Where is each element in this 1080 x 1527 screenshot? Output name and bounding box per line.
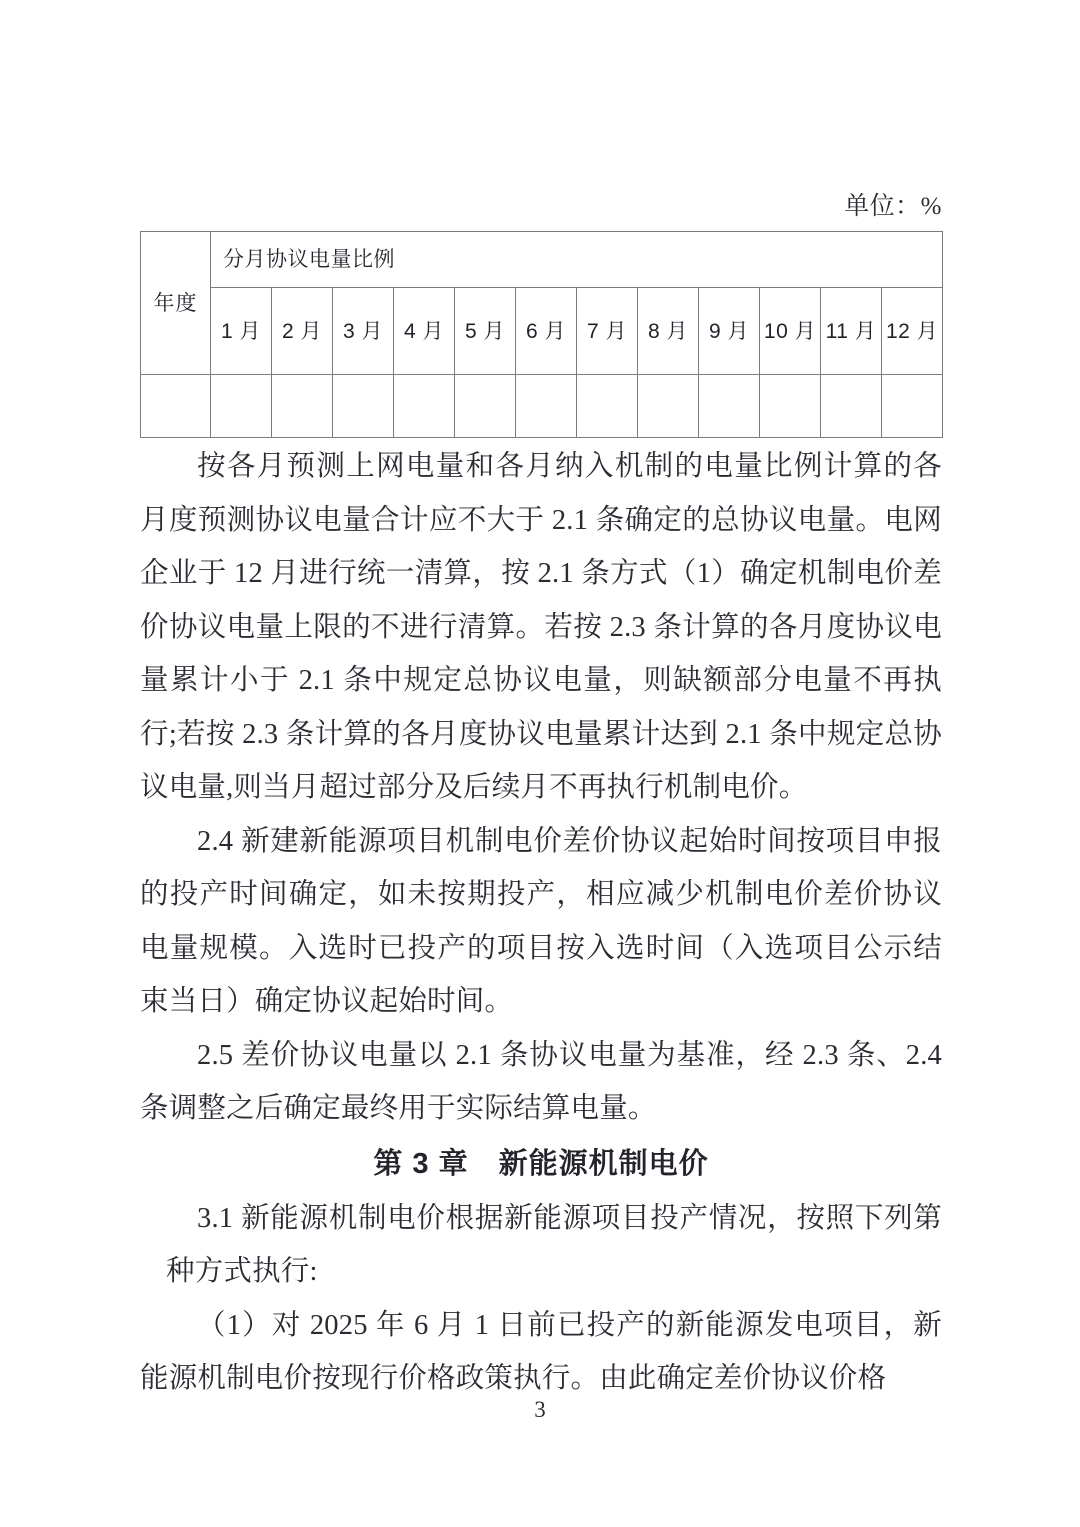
table-header-group: 分月协议电量比例	[211, 232, 943, 288]
document-body	[140, 440, 942, 1406]
table-header-month-6: 6 月	[516, 288, 577, 375]
table-cell-month-8-value[interactable]	[638, 375, 699, 438]
table-header-month-8: 8 月	[638, 288, 699, 375]
paragraph-3-1-item-1: （1）对 2025 年 6 月 1 日前已投产的新能源发电项目，新能源机制电价按现行价格政策执行。由此确定差价协议价格	[140, 1309, 942, 1394]
table-header-month-7: 7 月	[577, 288, 638, 375]
monthly-agreement-ratio-table	[140, 231, 943, 438]
table-header-month-1: 1 月	[211, 288, 272, 375]
table-unit-label: 单位：%	[844, 193, 942, 220]
table-cell-month-7-value[interactable]	[577, 375, 638, 438]
table-cell-month-5-value[interactable]	[455, 375, 516, 438]
table-header-year: 年度	[141, 232, 211, 375]
table-cell-month-12-value[interactable]	[882, 375, 943, 438]
paragraph-3-1-text-after-blank: 种方式执行:	[166, 1256, 318, 1287]
paragraph-3-1-text-before-blank: 3.1 新能源机制电价根据新能源项目投产情况，按照下列第	[197, 1202, 942, 1234]
table-header-month-9: 9 月	[699, 288, 760, 375]
paragraph-3-1	[140, 1192, 942, 1299]
table-header-row-months	[141, 288, 943, 375]
table-header-month-12: 12 月	[882, 288, 943, 375]
table-cell-month-10-value[interactable]	[760, 375, 821, 438]
table-cell-year-value[interactable]	[141, 375, 211, 438]
table-cell-month-4-value[interactable]	[394, 375, 455, 438]
paragraph-settlement-rules: 按各月预测上网电量和各月纳入机制的电量比例计算的各月度预测协议电量合计应不大于 2.1 条确定的总协议电量。电网企业于 12 月进行统一清算，按 2.1 条方式（1）确定机制电价差价协议电量上限的不进行清算。若按 2.3 条计算的各月度协议电量累计小于 2.1 条中规定总协议电量，则缺额部分电量不再执行;若按 2.3 条计算的各月度协议电量累计达到 2.1 条中规定总协议电量,则当月超过部分及后续月不再执行机制电价。	[140, 451, 942, 803]
table-row	[141, 375, 943, 438]
chapter-3-heading: 第 3 章 新能源机制电价	[373, 1147, 709, 1180]
page-number: 3	[534, 1397, 546, 1422]
table-header-month-10: 10 月	[760, 288, 821, 375]
table-header-month-4: 4 月	[394, 288, 455, 375]
table-cell-month-1-value[interactable]	[211, 375, 272, 438]
table-header-month-2: 2 月	[272, 288, 333, 375]
table-cell-month-2-value[interactable]	[272, 375, 333, 438]
table-cell-month-9-value[interactable]	[699, 375, 760, 438]
table-cell-month-6-value[interactable]	[516, 375, 577, 438]
table-header-month-5: 5 月	[455, 288, 516, 375]
table-header-month-3: 3 月	[333, 288, 394, 375]
paragraph-2-5: 2.5 差价协议电量以 2.1 条协议电量为基准，经 2.3 条、2.4 条调整之后确定最终用于实际结算电量。	[140, 1039, 942, 1124]
paragraph-2-4: 2.4 新建新能源项目机制电价差价协议起始时间按项目申报的投产时间确定，如未按期投产，相应减少机制电价差价协议电量规模。入选时已投产的项目按入选时间（入选项目公示结束当日）确定协议起始时间。	[140, 825, 942, 1017]
table-header-month-11: 11 月	[821, 288, 882, 375]
table-cell-month-11-value[interactable]	[821, 375, 882, 438]
table-cell-month-3-value[interactable]	[333, 375, 394, 438]
table-header-row-group	[141, 232, 943, 288]
